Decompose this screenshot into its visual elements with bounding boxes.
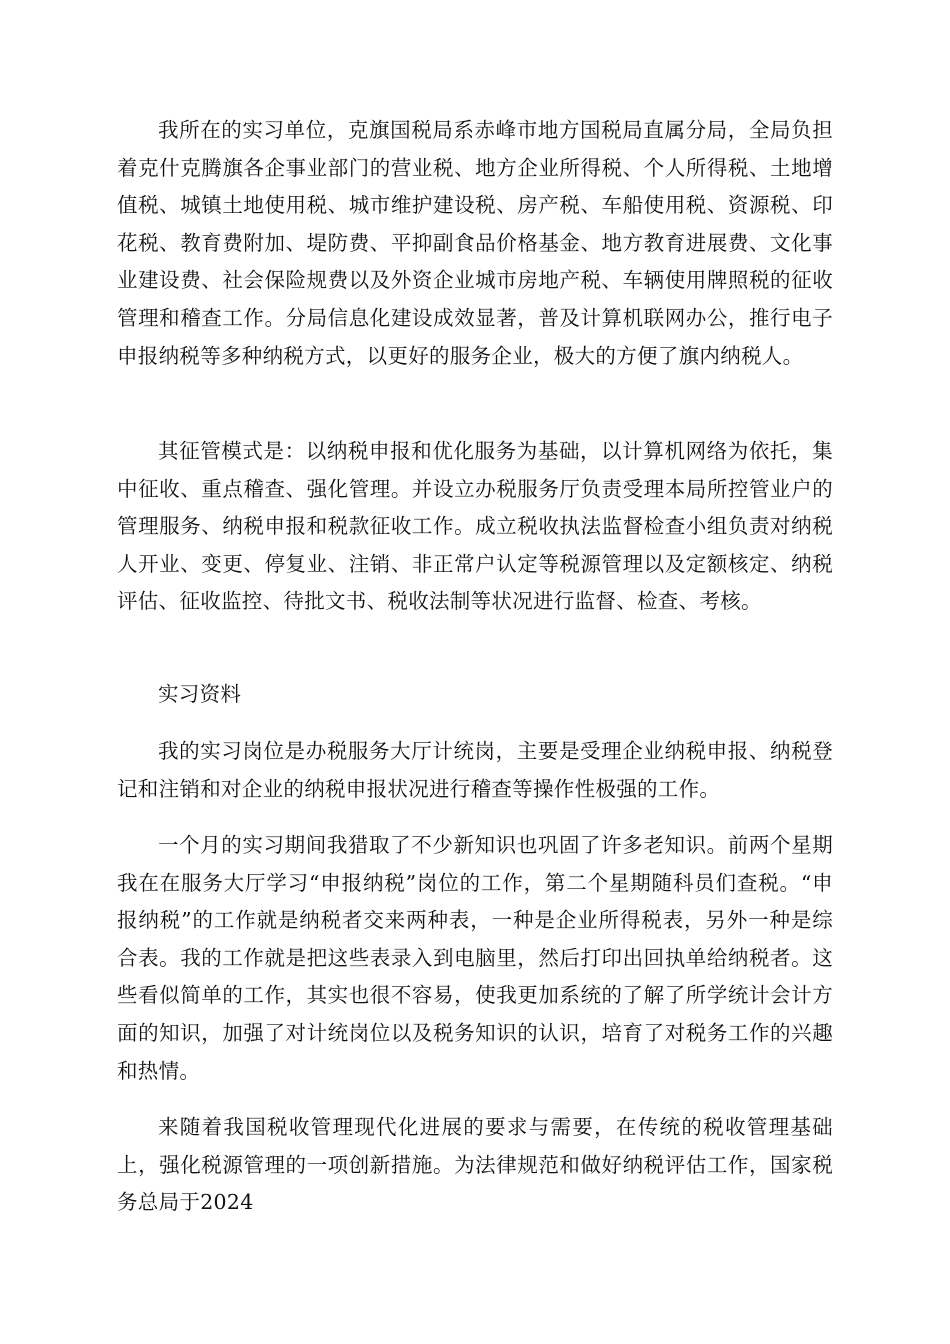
paragraph-internship-post: 我的实习岗位是办税服务大厅计统岗，主要是受理企业纳税申报、纳税登记和注销和对企业的纳税申报状况进行稽查等操作性极强的工作。: [117, 739, 833, 801]
section-heading-internship-materials: 实习资料: [158, 682, 242, 706]
paragraph-internship-unit: 我所在的实习单位，克旗国税局系赤峰市地方国税局直属分局，全局负担着克什克腾旗各企事业部门的营业税、地方企业所得税、个人所得税、土地增值税、城镇土地使用税、城市维护建设税、房产税、车船使用税、资源税、印花税、教育费附加、堤防费、平抑副食品价格基金、地方教育进展费、文化事业建设费、社会保险规费以及外资企业城市房地产税、车辆使用牌照税的征收管理和稽查工作。分局信息化建设成效显著，普及计算机联网办公，推行电子申报纳税等多种纳税方式，以更好的服务企业，极大的方便了旗内纳税人。: [117, 118, 833, 368]
paragraph-tax-assessment: 来随着我国税收管理现代化进展的要求与需要，在传统的税收管理基础上，强化税源管理的一项创新措施。为法律规范和做好纳税评估工作，国家税务总局于2024: [117, 1115, 833, 1215]
paragraph-management-mode: 其征管模式是：以纳税申报和优化服务为基础，以计算机网络为依托，集中征收、重点稽查、强化管理。并设立办税服务厅负责受理本局所控管业户的管理服务、纳税申报和税款征收工作。成立税收执法监督检查小组负责对纳税人开业、变更、停复业、注销、非正常户认定等税源管理以及定额核定、纳税评估、征收监控、待批文书、税收法制等状况进行监督、检查、考核。: [117, 439, 833, 614]
paragraph-internship-month: 一个月的实习期间我猎取了不少新知识也巩固了许多老知识。前两个星期我在在服务大厅学习“申报纳税”岗位的工作，第二个星期随科员们查税。“申报纳税”的工作就是纳税者交来两种表，一种是企业所得税表，另外一种是综合表。我的工作就是把这些表录入到电脑里，然后打印出回执单给纳税者。这些看似简单的工作，其实也很不容易，使我更加系统的了解了所学统计会计方面的知识，加强了对计统岗位以及税务知识的认识，培育了对税务工作的兴趣和热情。: [117, 833, 833, 1083]
